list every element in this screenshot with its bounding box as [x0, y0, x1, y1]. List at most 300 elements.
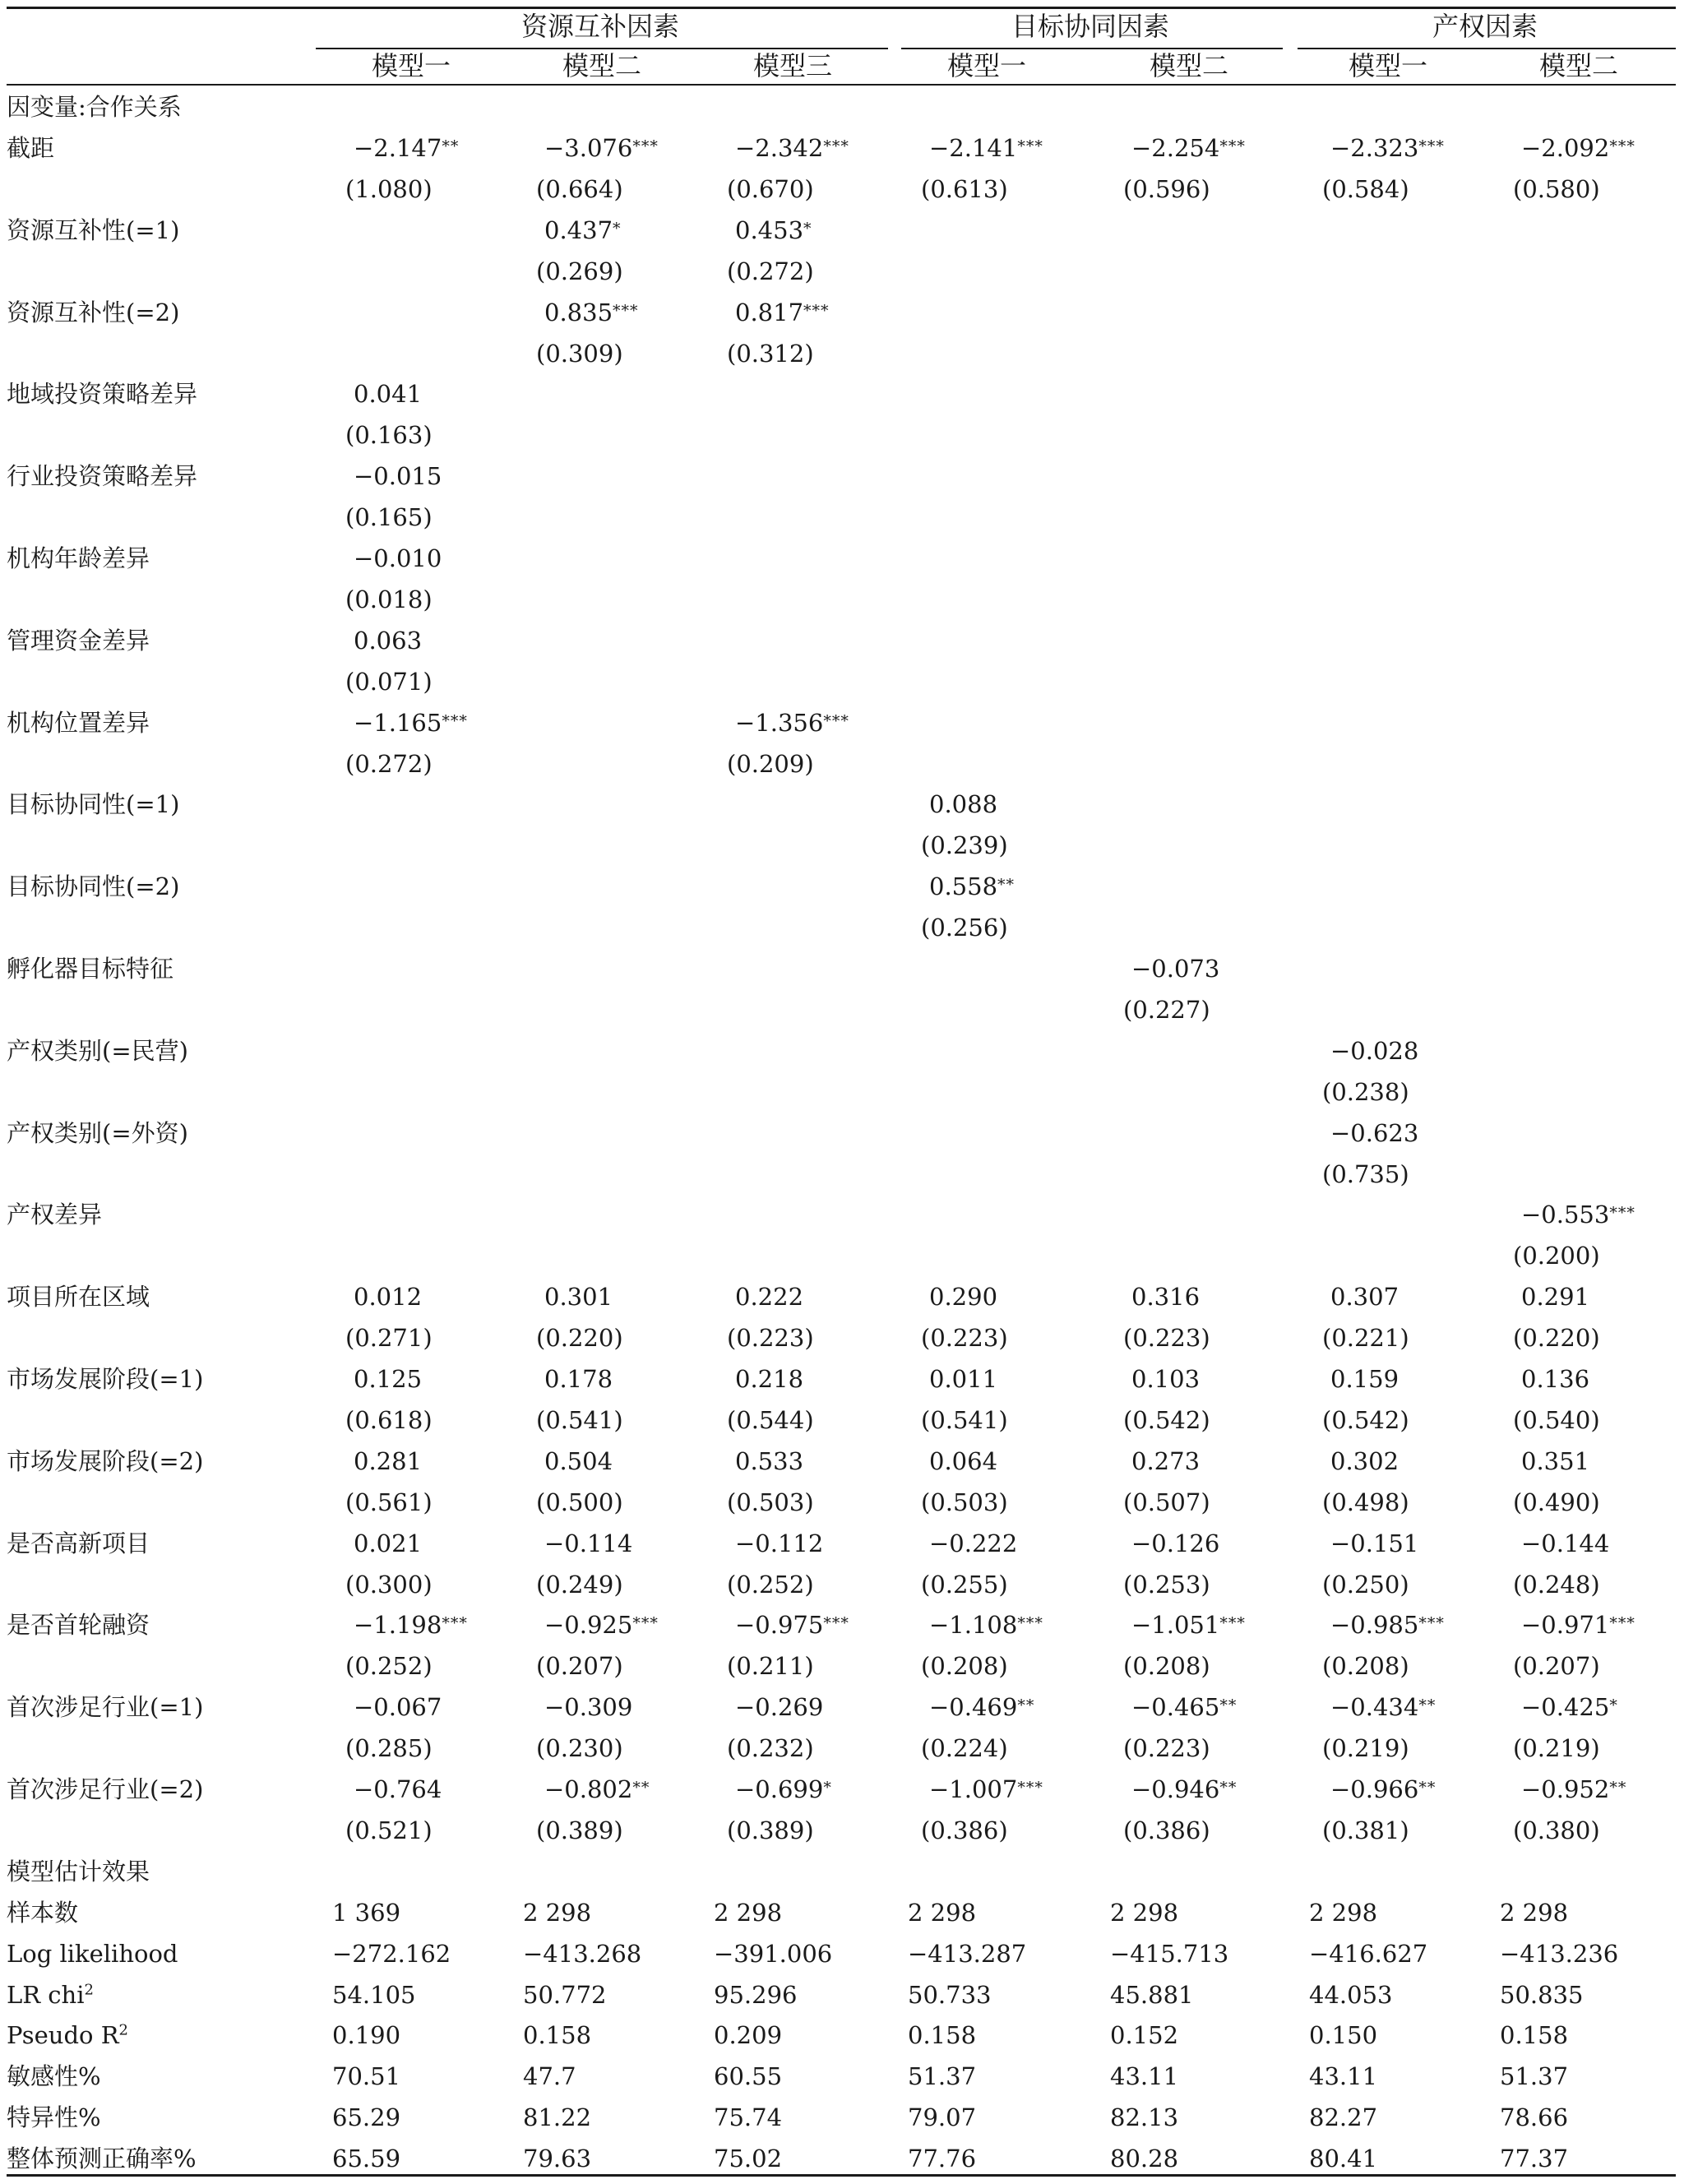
coefficient-cell	[1131, 1608, 1246, 1641]
coefficient-cell	[354, 624, 422, 657]
stat-value: 47.7	[523, 2062, 576, 2091]
significance-stars: ***	[442, 1614, 468, 1633]
coefficient-value: −0.469	[929, 1693, 1018, 1722]
coefficient-cell	[354, 1363, 422, 1395]
standard-error: (0.221)	[1322, 1324, 1409, 1353]
stat-value: −416.627	[1309, 1939, 1428, 1968]
coefficient-value: 0.351	[1521, 1446, 1590, 1475]
standard-error: (0.381)	[1322, 1816, 1409, 1844]
coefficient-value: 0.835	[544, 298, 613, 326]
coefficient-value: −0.699	[735, 1775, 824, 1803]
coefficient-cell	[929, 1773, 1043, 1806]
significance-stars: ***	[823, 137, 849, 155]
coefficient-value: 0.159	[1330, 1365, 1399, 1393]
stat-value: 82.13	[1110, 2103, 1179, 2132]
stat-value: 78.66	[1500, 2103, 1569, 2132]
standard-error: (0.300)	[345, 1570, 433, 1599]
coefficient-value: −0.067	[354, 1693, 442, 1722]
coefficient-value: −2.254	[1131, 134, 1220, 162]
coefficient-cell	[1330, 1034, 1418, 1067]
standard-error: (0.541)	[921, 1405, 1008, 1434]
row-label: 产权类别(=外资)	[7, 1118, 188, 1147]
coefficient-value: −0.112	[735, 1529, 824, 1557]
row-label: 行业投资策略差异	[7, 462, 198, 491]
coefficient-cell	[1131, 1691, 1237, 1724]
coefficient-value: 0.136	[1521, 1365, 1590, 1393]
coefficient-cell	[929, 132, 1043, 164]
stat-label	[7, 1937, 178, 1970]
coefficient-value: −0.966	[1330, 1775, 1419, 1803]
standard-error: (0.521)	[345, 1816, 433, 1844]
standard-error: (0.540)	[1513, 1405, 1600, 1434]
stat-value: 2 298	[1500, 1898, 1569, 1927]
standard-error: (0.207)	[1513, 1652, 1600, 1681]
standard-error: (0.208)	[1123, 1652, 1210, 1681]
stat-label	[7, 1896, 78, 1929]
group-header-goal: 目标协同因素	[1011, 11, 1169, 42]
coefficient-cell	[1330, 1445, 1399, 1478]
stat-label	[7, 2101, 101, 2134]
standard-error: (0.230)	[536, 1734, 623, 1763]
standard-error: (0.389)	[727, 1816, 814, 1844]
coefficient-value: −2.323	[1330, 134, 1419, 162]
stat-value: 0.158	[908, 2021, 977, 2050]
coefficient-value: 0.301	[544, 1283, 613, 1312]
stat-value: 2 298	[1309, 1898, 1378, 1927]
significance-stars: *	[1609, 1696, 1618, 1715]
coefficient-cell	[735, 1773, 832, 1806]
standard-error: (0.272)	[345, 749, 433, 778]
coefficient-cell	[735, 214, 812, 247]
coefficient-cell	[544, 214, 622, 247]
stat-label-text: LR chi	[7, 1980, 85, 2009]
stat-label-text: 敏感性%	[7, 2062, 101, 2091]
model-header: 模型二	[1538, 50, 1618, 81]
standard-error: (0.223)	[921, 1324, 1008, 1353]
coefficient-cell	[1131, 132, 1246, 164]
row-label: 孵化器目标特征	[7, 955, 174, 983]
coefficient-value: −0.144	[1521, 1529, 1610, 1557]
significance-stars: ***	[442, 711, 468, 730]
standard-error: (0.223)	[1123, 1324, 1210, 1353]
coefficient-value: 0.063	[354, 626, 423, 655]
coefficient-cell	[1521, 1527, 1609, 1560]
standard-error: (0.618)	[345, 1405, 433, 1434]
coefficient-cell	[544, 1691, 632, 1724]
standard-error: (0.269)	[536, 257, 623, 285]
coefficient-value: −0.764	[354, 1775, 442, 1803]
standard-error: (0.255)	[921, 1570, 1008, 1599]
standard-error: (0.208)	[921, 1652, 1008, 1681]
coefficient-cell	[1131, 1363, 1200, 1395]
coefficient-cell	[354, 706, 468, 739]
stat-value: −413.236	[1500, 1939, 1619, 1968]
stat-label-text: Log likelihood	[7, 1939, 178, 1968]
coefficient-cell	[354, 1445, 422, 1478]
coefficient-value: 0.178	[544, 1365, 613, 1393]
standard-error: (0.500)	[536, 1488, 623, 1516]
row-label: 截距	[7, 134, 55, 162]
stat-value: −413.268	[523, 1939, 642, 1968]
standard-error: (0.249)	[536, 1570, 623, 1599]
significance-stars: ***	[1609, 1204, 1635, 1223]
standard-error: (0.503)	[727, 1488, 814, 1516]
stat-value: 65.59	[332, 2145, 401, 2173]
stat-value: 50.733	[908, 1980, 992, 2009]
significance-stars: **	[632, 1779, 650, 1797]
stat-value: 80.41	[1309, 2145, 1378, 2173]
significance-stars: ***	[1219, 1614, 1246, 1633]
significance-stars: ***	[1609, 137, 1635, 155]
significance-stars: **	[1219, 1696, 1238, 1715]
stat-value: 2 298	[714, 1898, 783, 1927]
row-label: 首次涉足行业(=2)	[7, 1775, 204, 1803]
row-label: 目标协同性(=1)	[7, 790, 180, 819]
significance-stars: **	[1017, 1696, 1035, 1715]
standard-error: (0.542)	[1123, 1405, 1210, 1434]
standard-error: (0.256)	[921, 914, 1008, 942]
stat-value: 51.37	[908, 2062, 977, 2091]
stat-value: 82.27	[1309, 2103, 1378, 2132]
significance-stars: ***	[1017, 1614, 1043, 1633]
stat-label-text: 整体预测正确率%	[7, 2145, 197, 2173]
standard-error: (0.018)	[345, 585, 433, 613]
model-header: 模型一	[1348, 50, 1427, 81]
stat-value: 81.22	[523, 2103, 592, 2132]
standard-error: (0.239)	[921, 831, 1008, 860]
stat-value: 60.55	[714, 2062, 783, 2091]
coefficient-value: −2.147	[354, 134, 442, 162]
coefficient-cell	[1521, 1608, 1635, 1641]
coefficient-value: 0.125	[354, 1365, 423, 1393]
significance-stars: ***	[1418, 1614, 1445, 1633]
coefficient-value: −0.015	[354, 462, 442, 491]
stat-value: 75.74	[714, 2103, 783, 2132]
stat-value: 43.11	[1110, 2062, 1179, 2091]
coefficient-cell	[1131, 1773, 1237, 1806]
coefficient-cell	[735, 1527, 823, 1560]
group-header-resource: 资源互补因素	[520, 11, 679, 42]
coefficient-cell	[929, 788, 997, 821]
coefficient-value: 0.504	[544, 1446, 613, 1475]
coefficient-value: −0.073	[1131, 955, 1220, 983]
coefficient-value: −1.051	[1131, 1611, 1220, 1640]
coefficient-value: −0.925	[544, 1611, 633, 1640]
coefficient-value: 0.817	[735, 298, 804, 326]
coefficient-cell	[1521, 1363, 1589, 1395]
stat-value: 2 298	[1110, 1898, 1179, 1927]
coefficient-cell	[354, 460, 442, 493]
coefficient-cell	[354, 132, 459, 164]
coefficient-cell	[544, 1445, 613, 1478]
coefficient-cell	[1131, 1445, 1200, 1478]
header-rule	[7, 84, 1676, 86]
standard-error: (0.211)	[727, 1652, 814, 1681]
coefficient-value: −1.007	[929, 1775, 1018, 1803]
coefficient-value: −0.465	[1131, 1693, 1220, 1722]
standard-error: (0.208)	[1322, 1652, 1409, 1681]
coefficient-cell	[735, 706, 849, 739]
standard-error: (0.200)	[1513, 1242, 1600, 1270]
stat-value: 65.29	[332, 2103, 401, 2132]
standard-error: (0.490)	[1513, 1488, 1600, 1516]
coefficient-cell	[1330, 1773, 1436, 1806]
stat-value: 50.835	[1500, 1980, 1584, 2009]
row-label: 目标协同性(=2)	[7, 872, 180, 901]
coefficient-value: 0.041	[354, 380, 423, 409]
model-header: 模型一	[371, 50, 451, 81]
coefficient-value: −0.269	[735, 1693, 824, 1722]
significance-stars: ***	[823, 711, 849, 730]
coefficient-value: 0.064	[929, 1446, 998, 1475]
standard-error: (0.596)	[1123, 174, 1210, 203]
coefficient-value: −0.309	[544, 1693, 633, 1722]
standard-error: (0.285)	[345, 1734, 433, 1763]
section-model-estimation: 模型估计效果	[7, 1857, 150, 1886]
coefficient-value: 0.533	[735, 1446, 804, 1475]
row-label: 机构位置差异	[7, 708, 150, 737]
significance-stars: ***	[632, 137, 659, 155]
stat-label	[7, 2019, 128, 2052]
standard-error: (1.080)	[345, 174, 433, 203]
coefficient-value: −3.076	[544, 134, 633, 162]
coefficient-cell	[1330, 132, 1445, 164]
coefficient-cell	[544, 1363, 613, 1395]
coefficient-value: −0.222	[929, 1529, 1018, 1557]
standard-error: (0.165)	[345, 503, 433, 532]
coefficient-cell	[1330, 1608, 1445, 1641]
stat-value: 79.07	[908, 2103, 977, 2132]
significance-stars: **	[442, 137, 460, 155]
standard-error: (0.163)	[345, 421, 433, 450]
stat-label-text: 样本数	[7, 1898, 79, 1927]
standard-error: (0.380)	[1513, 1816, 1600, 1844]
significance-stars: **	[997, 876, 1015, 895]
coefficient-cell	[544, 132, 659, 164]
row-label: 产权差异	[7, 1201, 103, 1229]
standard-error: (0.386)	[921, 1816, 1008, 1844]
coefficient-cell	[354, 377, 422, 410]
stat-value: 0.150	[1309, 2021, 1378, 2050]
row-label: 机构年龄差异	[7, 544, 150, 572]
coefficient-value: 0.307	[1330, 1283, 1399, 1312]
coefficient-cell	[544, 1280, 613, 1313]
coefficient-cell	[1521, 1280, 1589, 1313]
stat-value: −413.287	[908, 1939, 1027, 1968]
standard-error: (0.253)	[1123, 1570, 1210, 1599]
stat-label	[7, 2142, 197, 2175]
coefficient-value: −2.092	[1521, 134, 1610, 162]
stat-value: 79.63	[523, 2145, 592, 2173]
coefficient-value: 0.011	[929, 1365, 998, 1393]
coefficient-value: 0.021	[354, 1529, 423, 1557]
coefficient-value: −1.108	[929, 1611, 1018, 1640]
standard-error: (0.389)	[536, 1816, 623, 1844]
standard-error: (0.561)	[345, 1488, 433, 1516]
coefficient-cell	[1131, 1527, 1219, 1560]
coefficient-cell	[354, 1608, 468, 1641]
section-dependent-variable: 因变量:合作关系	[7, 93, 182, 121]
standard-error: (0.386)	[1123, 1816, 1210, 1844]
coefficient-cell	[354, 1527, 422, 1560]
coefficient-value: 0.558	[929, 872, 998, 901]
standard-error: (0.309)	[536, 339, 623, 368]
stat-label	[7, 2060, 101, 2093]
stat-label-text: Pseudo R	[7, 2021, 119, 2050]
significance-stars: ***	[1017, 1779, 1043, 1797]
standard-error: (0.507)	[1123, 1488, 1210, 1516]
coefficient-value: −0.434	[1330, 1693, 1419, 1722]
stat-value: 80.28	[1110, 2145, 1179, 2173]
significance-stars: **	[1418, 1696, 1436, 1715]
coefficient-value: 0.218	[735, 1365, 804, 1393]
coefficient-value: 0.437	[544, 215, 613, 244]
standard-error: (0.613)	[921, 174, 1008, 203]
coefficient-value: −0.028	[1330, 1036, 1419, 1065]
bottom-rule	[7, 2174, 1676, 2177]
stat-value: 54.105	[332, 1980, 416, 2009]
stat-value: 77.76	[908, 2145, 977, 2173]
coefficient-cell	[354, 1691, 442, 1724]
coefficient-value: 0.302	[1330, 1446, 1399, 1475]
coefficient-cell	[735, 132, 849, 164]
coefficient-value: 0.012	[354, 1283, 423, 1312]
stat-label-text: 特异性%	[7, 2103, 101, 2132]
row-label: 首次涉足行业(=1)	[7, 1693, 204, 1722]
coefficient-value: 0.273	[1131, 1446, 1201, 1475]
standard-error: (0.252)	[345, 1652, 433, 1681]
coefficient-cell	[354, 1280, 422, 1313]
coefficient-cell	[1131, 1280, 1200, 1313]
coefficient-cell	[1521, 1691, 1618, 1724]
standard-error: (0.542)	[1322, 1405, 1409, 1434]
row-label: 项目所在区域	[7, 1283, 150, 1312]
standard-error: (0.209)	[727, 749, 814, 778]
coefficient-cell	[1330, 1280, 1399, 1313]
significance-stars: ***	[613, 301, 639, 320]
stat-value: 0.152	[1110, 2021, 1179, 2050]
coefficient-cell	[929, 1280, 997, 1313]
coefficient-cell	[1521, 1445, 1589, 1478]
stat-value: −391.006	[714, 1939, 833, 1968]
coefficient-value: −0.553	[1521, 1201, 1610, 1229]
stat-value: 75.02	[714, 2145, 783, 2173]
stat-value: −272.162	[332, 1939, 451, 1968]
stat-value: 2 298	[523, 1898, 592, 1927]
standard-error: (0.220)	[536, 1324, 623, 1353]
model-header: 模型一	[946, 50, 1026, 81]
significance-stars: ***	[1418, 137, 1445, 155]
significance-stars: ***	[1219, 137, 1246, 155]
coefficient-cell	[1330, 1117, 1418, 1150]
coefficient-value: −0.946	[1131, 1775, 1220, 1803]
top-rule	[7, 7, 1676, 9]
coefficient-value: 0.281	[354, 1446, 423, 1475]
coefficient-cell	[929, 1527, 1017, 1560]
coefficient-cell	[354, 542, 442, 575]
stat-value: 50.772	[523, 1980, 607, 2009]
coefficient-cell	[1330, 1691, 1436, 1724]
coefficient-value: −2.141	[929, 134, 1018, 162]
coefficient-value: −0.425	[1521, 1693, 1610, 1722]
standard-error: (0.735)	[1322, 1159, 1409, 1188]
standard-error: (0.250)	[1322, 1570, 1409, 1599]
coefficient-cell	[544, 1608, 659, 1641]
standard-error: (0.223)	[727, 1324, 814, 1353]
row-label: 产权类别(=民营)	[7, 1036, 188, 1065]
coefficient-value: −1.198	[354, 1611, 442, 1640]
stat-value: 45.881	[1110, 1980, 1194, 2009]
coefficient-value: −0.952	[1521, 1775, 1610, 1803]
coefficient-cell	[735, 1280, 803, 1313]
significance-stars: **	[1418, 1779, 1436, 1797]
coefficient-cell	[929, 870, 1015, 903]
significance-stars: **	[1609, 1779, 1627, 1797]
standard-error: (0.544)	[727, 1405, 814, 1434]
significance-stars: ***	[632, 1614, 659, 1633]
coefficient-value: −0.975	[735, 1611, 824, 1640]
coefficient-value: 0.290	[929, 1283, 998, 1312]
coefficient-value: −0.126	[1131, 1529, 1220, 1557]
standard-error: (0.224)	[921, 1734, 1008, 1763]
stat-value: 0.158	[1500, 2021, 1569, 2050]
standard-error: (0.219)	[1513, 1734, 1600, 1763]
coefficient-cell	[1521, 1198, 1635, 1231]
stat-value: 70.51	[332, 2062, 401, 2091]
coefficient-cell	[1521, 1773, 1626, 1806]
standard-error: (0.252)	[727, 1570, 814, 1599]
stat-value: 0.209	[714, 2021, 783, 2050]
coefficient-cell	[1131, 952, 1219, 985]
coefficient-cell	[544, 296, 639, 329]
stat-value: 0.190	[332, 2021, 401, 2050]
standard-error: (0.272)	[727, 257, 814, 285]
stat-label	[7, 1978, 94, 2011]
standard-error: (0.220)	[1513, 1324, 1600, 1353]
coefficient-value: −0.802	[544, 1775, 633, 1803]
coefficient-cell	[544, 1773, 650, 1806]
coefficient-value: −0.114	[544, 1529, 633, 1557]
coefficient-cell	[929, 1445, 997, 1478]
significance-stars: ***	[803, 301, 830, 320]
standard-error: (0.498)	[1322, 1488, 1409, 1516]
coefficient-value: −0.985	[1330, 1611, 1419, 1640]
coefficient-value: −0.971	[1521, 1611, 1610, 1640]
row-label: 市场发展阶段(=2)	[7, 1446, 204, 1475]
row-label: 资源互补性(=2)	[7, 298, 180, 326]
significance-stars: ***	[1017, 137, 1043, 155]
significance-stars: *	[823, 1779, 832, 1797]
standard-error: (0.271)	[345, 1324, 433, 1353]
significance-stars: **	[1219, 1779, 1238, 1797]
standard-error: (0.207)	[536, 1652, 623, 1681]
standard-error: (0.071)	[345, 667, 433, 696]
coefficient-value: −0.151	[1330, 1529, 1419, 1557]
stat-value: 51.37	[1500, 2062, 1569, 2091]
stat-value: 77.37	[1500, 2145, 1569, 2173]
standard-error: (0.232)	[727, 1734, 814, 1763]
stat-value: −415.713	[1110, 1939, 1229, 1968]
stat-value: 2 298	[908, 1898, 977, 1927]
row-label: 是否高新项目	[7, 1529, 150, 1557]
coefficient-value: −0.623	[1330, 1118, 1419, 1147]
coefficient-cell	[735, 296, 830, 329]
standard-error: (0.219)	[1322, 1734, 1409, 1763]
coefficient-cell	[1330, 1527, 1418, 1560]
stat-value: 0.158	[523, 2021, 592, 2050]
coefficient-value: 0.088	[929, 790, 998, 819]
coefficient-cell	[929, 1608, 1043, 1641]
